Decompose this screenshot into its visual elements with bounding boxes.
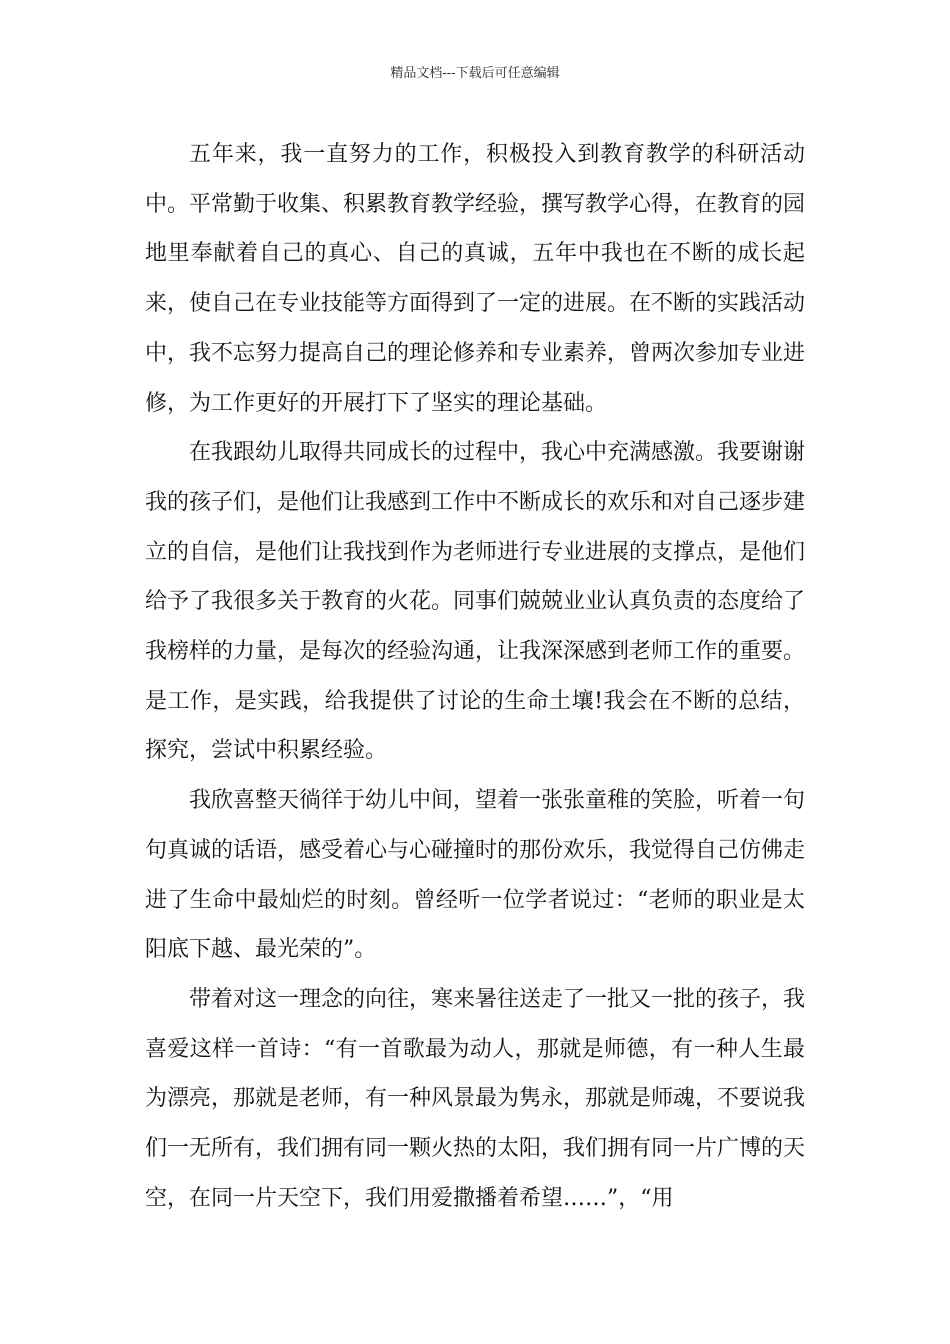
document-body [145, 130, 805, 1223]
paragraph-2: 在我跟幼儿取得共同成长的过程中，我心中充满感激。我要谢谢我的孩子们，是他们让我感到工作中不断成长的欢乐和对自己逐步建立的自信，是他们让我找到作为老师进行专业进展的支撑点，是他们给予了我很多关于教育的火花。同事们兢兢业业认真负责的态度给了我榜样的力量，是每次的经验沟通，让我深深感到老师工作的重要。是工作，是实践，给我提供了讨论的生命土壤!我会在不断的总结，探究，尝试中积累经验。 [145, 440, 806, 764]
paragraph-1: 五年来，我一直努力的工作，积极投入到教育教学的科研活动中。平常勤于收集、积累教育教学经验，撰写教学心得，在教育的园地里奉献着自己的真心、自己的真诚，五年中我也在不断的成长起来，使自己在专业技能等方面得到了一定的进展。在不断的实践活动中，我不忘努力提高自己的理论修养和专业素养，曾两次参加专业进修，为工作更好的开展打下了坚实的理论基础。 [145, 142, 806, 416]
paragraph-4: 带着对这一理念的向往，寒来暑往送走了一批又一批的孩子，我喜爱这样一首诗：“有一首歌最为动人，那就是师德，有一种人生最为漂亮，那就是老师，有一种风景最为隽永，那就是师魂，不要说我们一无所有，我们拥有同一颗火热的太阳，我们拥有同一片广博的天空，在同一片天空下，我们用爱撒播着希望……”，“用 [145, 986, 806, 1211]
page-header: 精品文档---下载后可任意编辑 [390, 66, 560, 81]
paragraph-3: 我欣喜整天徜徉于幼儿中间，望着一张张童稚的笑脸，听着一句句真诚的话语，感受着心与心碰撞时的那份欢乐，我觉得自己仿佛走进了生命中最灿烂的时刻。曾经听一位学者说过：“老师的职业是太阳底下越、最光荣的”。 [145, 788, 806, 963]
